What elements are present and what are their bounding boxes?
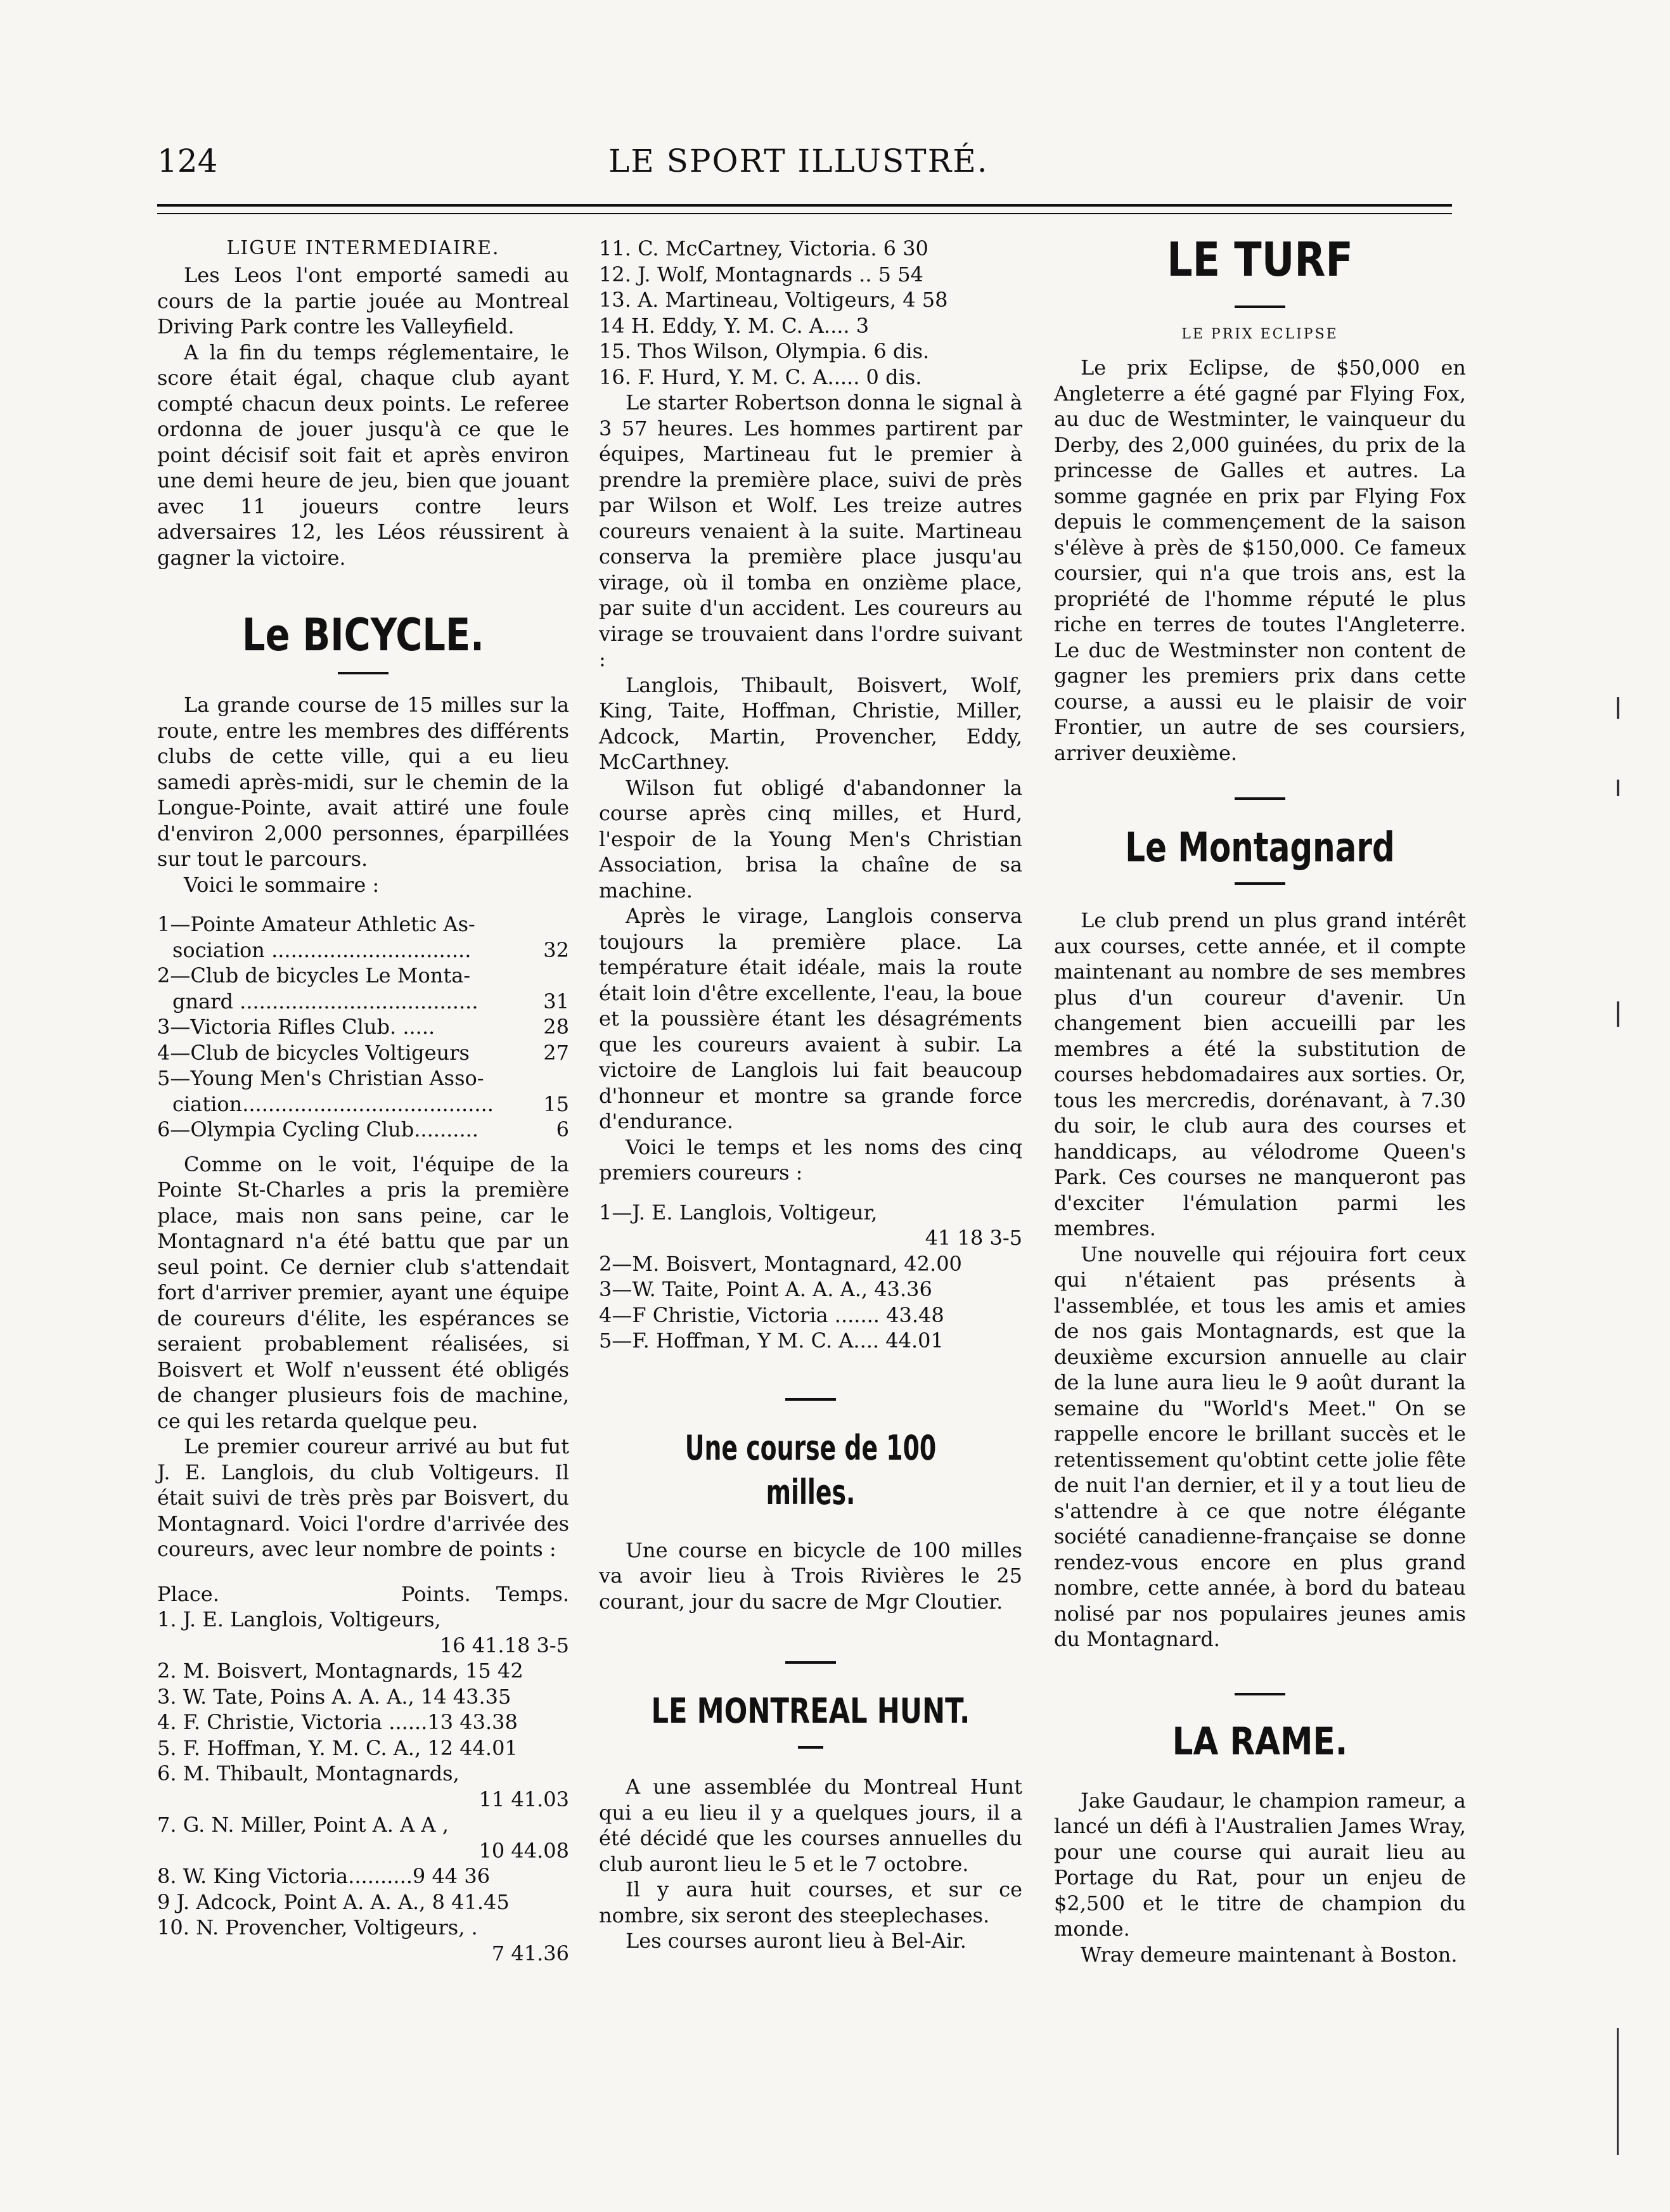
ligue-paragraph-1: Les Leos l'ont emporté samedi au cours de la partie jouée au Montreal Driving Park contre les Valleyfield. <box>157 263 569 338</box>
margin-mark <box>1617 2028 1619 2155</box>
top-five-row: 2—M. Boisvert, Montagnard, 42.00 <box>599 1251 962 1276</box>
ligue-paragraph-2: A la fin du temps réglementaire, le score était égal, chaque club ayant compté chacun deux points. Le referee ordonna de jouer jusqu'à ce que le point décisif soit fait et après environ une demi heure de jeu, bien que jouant avec 11 joueurs contre leurs adversaires 12, les Léos réussirent à gagner la victoire. <box>157 340 569 570</box>
margin-mark <box>1617 697 1619 719</box>
race-paragraph-2: Langlois, Thibault, Boisvert, Wolf, King, Taite, Hoffman, Christie, Miller, Adcock, Martin, Provencher, Eddy, McCarthney. <box>599 672 1022 774</box>
result-row: 13. A. Martineau, Voltigeurs, 4 58 <box>599 288 948 312</box>
header-rule <box>157 204 1452 214</box>
results-table-head: Place. Points. Temps. <box>157 1581 569 1606</box>
montagnard-paragraph-1: Le club prend un plus grand intérêt aux courses, cette année, et il compte maintenant au nombre de ses membres plus d'un coureur d'avenir. Un changement bien accueilli par les membres a été la substitution de courses hebdomadaires aux sorties. Or, tous les mercredis, dorénavant, à 7.30 du soir, le club aura des courses et handdicaps, au vélodrome Queen's Park. Ces courses ne manqueront pas d'exciter l'émulation parmi les membres. <box>1054 908 1466 1240</box>
turf-heading: LE TURF <box>1167 233 1353 287</box>
section-rule <box>785 1398 836 1401</box>
result-row: 3. W. Tate, Poins A. A. A., 14 43.35 <box>157 1684 511 1709</box>
summary-item: 2—Club de bicycles Le Monta- gnard ..................................... 31 <box>157 963 569 1013</box>
margin-mark <box>1617 780 1619 796</box>
rame-paragraph-1: Jake Gaudaur, le champion rameur, a lancé un défi à l'Australien James Wray, pour une course qui aurait lieu au Portage du Rat, pour un enjeu de $2,500 et le titre de champion du monde. <box>1054 1788 1466 1941</box>
bicycle-rule <box>338 672 389 674</box>
race-paragraph-5: Voici le temps et les noms des cinq premiers coureurs : <box>599 1135 1022 1185</box>
summary-item: 6—Olympia Cycling Club.......... 6 <box>157 1117 569 1141</box>
hunt-paragraph-1: A une assemblée du Montreal Hunt qui a eu lieu il y a quelques jours, il a été décidé que les courses annuelles du club auront lieu le 5 et le 7 octobre. <box>599 1775 1022 1876</box>
club-summary-list <box>157 911 569 1143</box>
page-number: 124 <box>157 143 218 179</box>
montagnard-rule <box>1235 882 1285 885</box>
hunt-paragraph-3: Les courses auront lieu à Bel-Air. <box>626 1929 967 1953</box>
section-rule <box>1235 1693 1285 1695</box>
results-continued-list <box>599 236 1022 390</box>
course-100-paragraph: Une course en bicycle de 100 milles va avoir lieu à Trois Rivières le 25 courant, jour du sacre de Mgr Cloutier. <box>599 1538 1022 1614</box>
bicycle-paragraph-2: Voici le sommaire : <box>184 872 380 897</box>
hunt-paragraph-2: Il y aura huit courses, et sur ce nombre, six seront des steeplechases. <box>599 1877 1022 1927</box>
top-five-row: 4—F Christie, Victoria ....... 43.48 <box>599 1302 944 1327</box>
summary-item: 1—Pointe Amateur Athletic As- sociation ............................... 32 <box>157 912 569 962</box>
column-2 <box>599 236 1022 1954</box>
result-row: 4. F. Christie, Victoria ......13 43.38 <box>157 1710 518 1734</box>
race-paragraph-1: Le starter Robertson donna le signal à 3 57 heures. Les hommes partirent par équipes, Martineau fut le premier à prendre la première place, suivi de près par Wilson et Wolf. Les treize autres coureurs venaient à la suite. Martineau conserva la première place jusqu'au virage, où il tomba en onzième place, par suite d'un accident. Les coureurs au virage se trouvaient dans l'ordre suivant : <box>599 390 1022 671</box>
result-row: 1. J. E. Langlois, Voltigeurs, 16 41.18 3-5 <box>157 1607 569 1657</box>
result-row: 12. J. Wolf, Montagnards .. 5 54 <box>599 262 923 286</box>
race-paragraph-3: Wilson fut obligé d'abandonner la course après cinq milles, et Hurd, l'espoir de la Young Men's Christian Association, brisa la chaîne de sa machine. <box>599 775 1022 903</box>
turf-rule <box>1235 305 1285 308</box>
montagnard-heading: Le Montagnard <box>1125 825 1395 871</box>
column-3 <box>1054 233 1466 1967</box>
bicycle-paragraph-3: Comme on le voit, l'équipe de la Pointe St-Charles a pris la première place, mais non sans peine, car le Montagnard n'a été battu que par un seul point. Ce dernier club s'attendait fort d'arriver premier, ayant une équipe de coureurs d'élite, les espérances se seraient probablement réalisées, si Boisvert et Wolf n'eussent été obligés de changer plusieurs fois de machine, ce qui les retarda quelque peu. <box>157 1152 569 1433</box>
result-row: 8. W. King Victoria..........9 44 36 <box>157 1864 491 1888</box>
course-100-heading: Une course de 100 milles. <box>684 1427 937 1512</box>
journal-title: LE SPORT ILLUSTRÉ. <box>608 143 989 179</box>
hunt-rule <box>798 1746 823 1749</box>
result-row: 15. Thos Wilson, Olympia. 6 dis. <box>599 339 930 363</box>
turf-paragraph: Le prix Eclipse, de $50,000 en Angleterre a été gagné par Flying Fox, au duc de Westminter, le vainqueur du Derby, des 2,000 guinées, du prix de la princesse de Galles et autres. La somme gagnée en prix par Flying Fox depuis le commençement de la saison s'élève à près de $150,000. Ce fameux coursier, qui n'a que trois ans, est la propriété de l'homme réputé le plus riche en terres de toutes l'Angleterre. Le duc de Westminster non content de gagner les premiers prix dans cette course, a aussi eu le plaisir de voir Frontier, un autre de ses coursiers, arriver deuxième. <box>1054 356 1466 765</box>
rame-paragraph-2: Wray demeure maintenant à Boston. <box>1081 1942 1458 1967</box>
summary-item: 5—Young Men's Christian Asso- ciation....................................... 15 <box>157 1066 569 1116</box>
result-row: 2. M. Boisvert, Montagnards, 15 42 <box>157 1659 523 1683</box>
margin-mark <box>1617 1001 1619 1027</box>
section-rule <box>785 1661 836 1664</box>
race-paragraph-4: Après le virage, Langlois conserva toujours la première place. La température était idéale, mais la route était loin d'être excellente, l'eau, la boue et la poussière étant les désagréments que les coureurs avaient à subir. La victoire de Langlois lui fait beaucoup d'honneur et montre sa grande force d'endurance. <box>599 904 1022 1133</box>
montreal-hunt-heading: LE MONTREAL HUNT. <box>651 1691 970 1731</box>
top-five-list <box>599 1200 1022 1354</box>
result-row: 6. M. Thibault, Montagnards, 11 41.03 <box>157 1761 569 1811</box>
bicycle-paragraph-4: Le premier coureur arrivé au but fut J. E. Langlois, du club Voltigeurs. Il était suivi de très près par Boisvert, du Montagnard. Voici l'ordre d'arrivée des coureurs, avec leur nombre de points : <box>157 1434 569 1561</box>
result-row: 5. F. Hoffman, Y. M. C. A., 12 44.01 <box>157 1735 518 1760</box>
column-1 <box>157 236 569 1966</box>
result-row: 16. F. Hurd, Y. M. C. A..... 0 dis. <box>599 364 922 389</box>
rame-heading: LA RAME. <box>1172 1719 1348 1764</box>
summary-item: 4—Club de bicycles Voltigeurs 27 <box>157 1040 569 1065</box>
top-five-row: 1—J. E. Langlois, Voltigeur, 41 18 3-5 <box>599 1200 1022 1250</box>
summary-item: 3—Victoria Rifles Club. ..... 28 <box>157 1015 569 1039</box>
eclipse-subtitle: LE PRIX ECLIPSE <box>1181 326 1339 342</box>
top-five-row: 5—F. Hoffman, Y M. C. A.... 44.01 <box>599 1328 944 1353</box>
bicycle-heading: Le BICYCLE. <box>242 609 484 661</box>
ligue-title: LIGUE INTERMEDIAIRE. <box>226 237 500 259</box>
result-row: 10. N. Provencher, Voltigeurs, . 7 41.36 <box>157 1915 569 1965</box>
result-row: 11. C. McCartney, Victoria. 6 30 <box>599 236 928 260</box>
result-row: 9 J. Adcock, Point A. A. A., 8 41.45 <box>157 1889 510 1914</box>
bicycle-paragraph-1: La grande course de 15 milles sur la route, entre les membres des différents clubs de cette ville, qui a eu lieu samedi après-midi, sur le chemin de la Longue-Pointe, avait attiré une foule d'environ 2,000 personnes, éparpillées sur tout le parcours. <box>157 693 569 871</box>
montagnard-paragraph-2: Une nouvelle qui réjouira fort ceux qui n'étaient pas présents à l'assemblée, et tous les amis et amies de nos gais Montagnards, est que la deuxième excursion annuelle au clair de la lune aura lieu le 9 août durant la semaine du "World's Meet." On se rappelle encore le brillant succès et le retentissement qu'obtint cette jolie fête de nuit l'an dernier, et il y a tout lieu de s'attendre à ce que notre élégante société canadienne-française se donne rendez-vous encore en plus grand nombre, cette année, à bord du bateau nolisé par nos populaires jeunes amis du Montagnard. <box>1054 1242 1466 1651</box>
results-list <box>157 1607 569 1966</box>
top-five-row: 3—W. Taite, Point A. A. A., 43.36 <box>599 1277 932 1301</box>
result-row: 7. G. N. Miller, Point A. A A , 10 44.08 <box>157 1813 569 1863</box>
result-row: 14 H. Eddy, Y. M. C. A.... 3 <box>599 313 870 338</box>
section-rule <box>1235 797 1285 800</box>
